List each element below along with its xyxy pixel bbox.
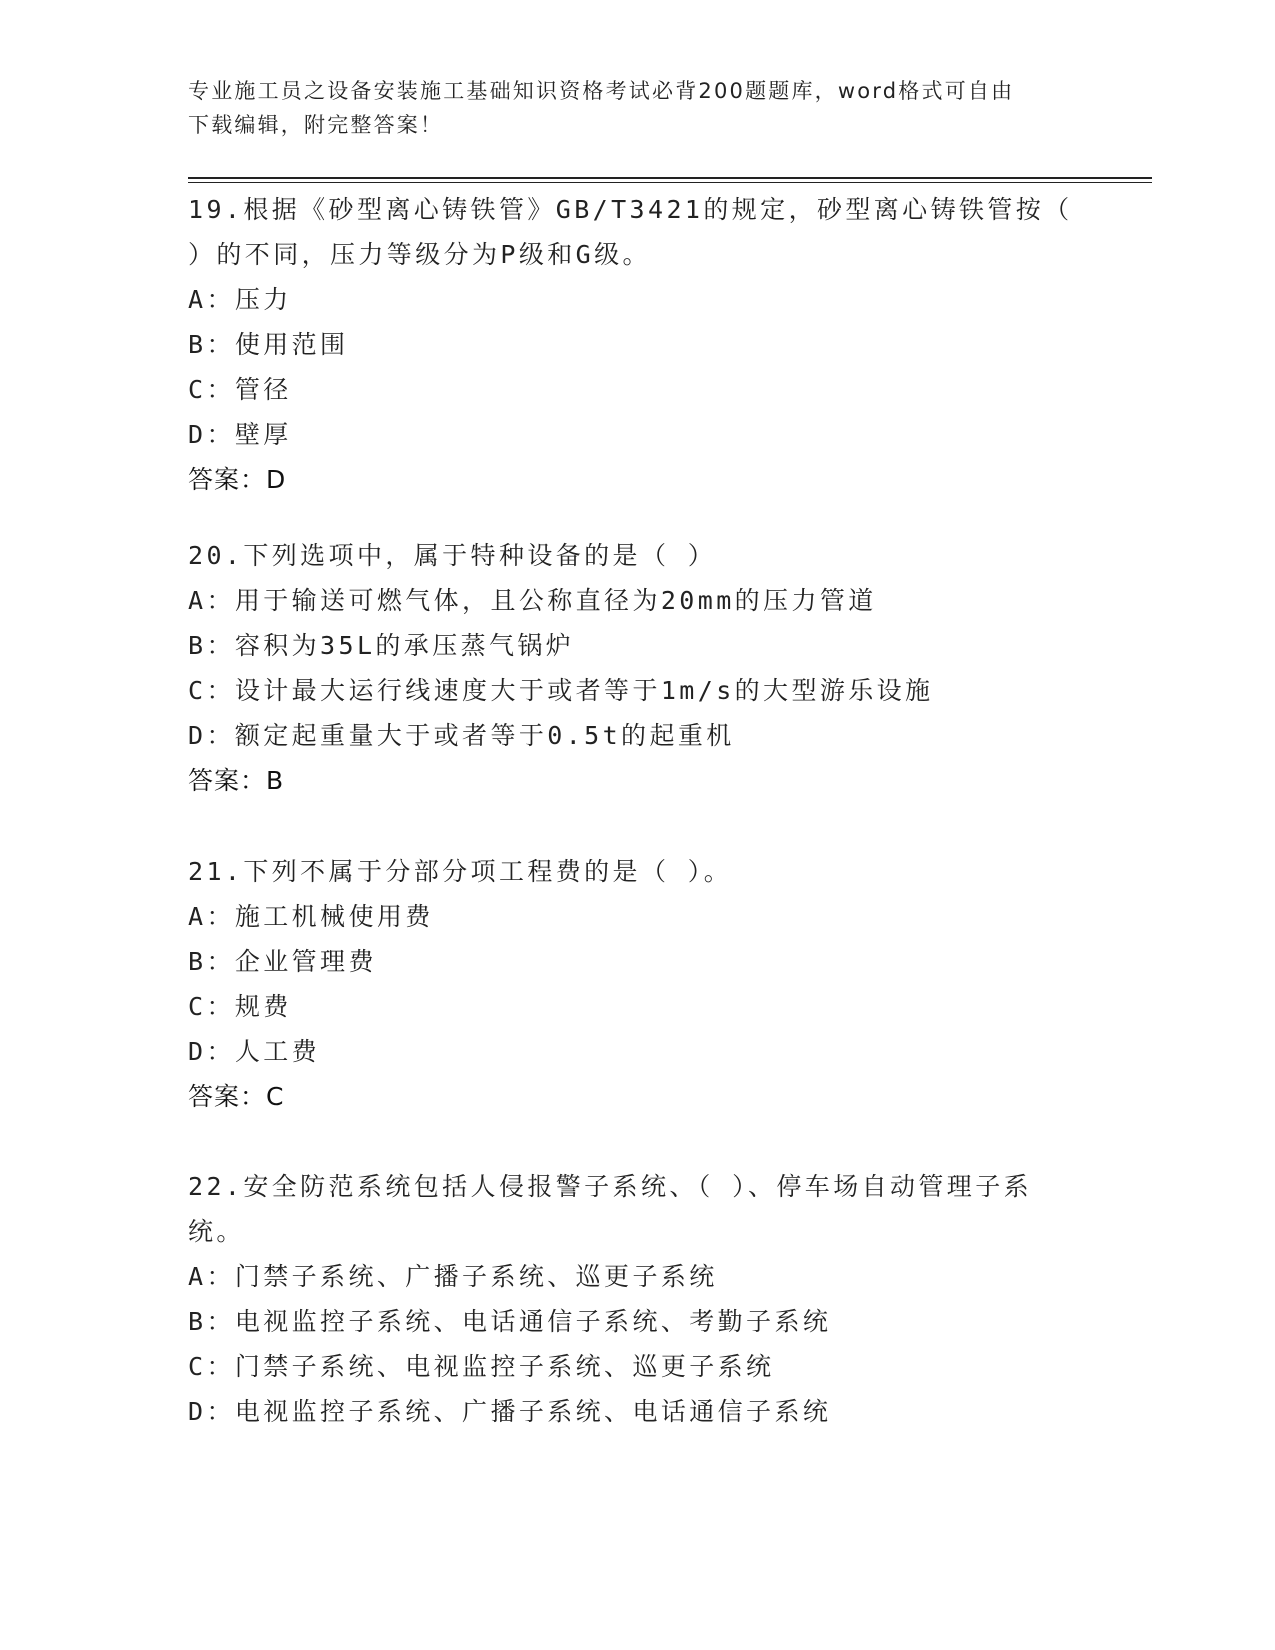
question-21 [188, 849, 1088, 1120]
answer-line: 答案：D [188, 465, 287, 494]
question-stem-line: 20.下列选项中，属于特种设备的是（ ） [188, 541, 717, 570]
option-c: C：规费 [188, 992, 292, 1021]
question-stem-line: ）的不同，压力等级分为P级和G级。 [188, 240, 651, 269]
option-a: A：施工机械使用费 [188, 902, 434, 931]
document-header [188, 74, 1088, 142]
option-d: D：人工费 [188, 1037, 321, 1066]
option-d: D：额定起重量大于或者等于0.5t的起重机 [188, 721, 735, 750]
option-d: D：电视监控子系统、广播子系统、电话通信子系统 [188, 1397, 832, 1426]
question-20 [188, 533, 1088, 804]
option-b: B：容积为35L的承压蒸气锅炉 [188, 631, 575, 660]
option-b: B：企业管理费 [188, 947, 377, 976]
answer-line: 答案：C [188, 1082, 285, 1111]
option-a: A：压力 [188, 285, 292, 314]
option-c: C：设计最大运行线速度大于或者等于1m/s的大型游乐设施 [188, 676, 934, 705]
question-stem-line: 统。 [188, 1217, 245, 1246]
header-divider-thick [188, 177, 1152, 179]
option-a: A：门禁子系统、广播子系统、巡更子系统 [188, 1262, 718, 1291]
option-d: D：壁厚 [188, 420, 292, 449]
question-19 [188, 187, 1088, 503]
question-stem-line: 19.根据《砂型离心铸铁管》GB/T3421的规定，砂型离心铸铁管按（ [188, 195, 1073, 224]
option-c: C：管径 [188, 375, 292, 404]
question-stem-line: 22.安全防范系统包括人侵报警子系统、（ ）、停车场自动管理子系 [188, 1172, 1033, 1201]
option-c: C：门禁子系统、电视监控子系统、巡更子系统 [188, 1352, 775, 1381]
option-b: B：使用范围 [188, 330, 349, 359]
header-line-1: 专业施工员之设备安装施工基础知识资格考试必背200题题库，word格式可自由 [188, 79, 1015, 103]
header-line-2: 下载编辑，附完整答案！ [188, 113, 444, 137]
question-stem-line: 21.下列不属于分部分项工程费的是（ ）。 [188, 857, 733, 886]
answer-line: 答案：B [188, 766, 285, 795]
question-22 [188, 1164, 1088, 1434]
option-b: B：电视监控子系统、电话通信子系统、考勤子系统 [188, 1307, 832, 1336]
option-a: A：用于输送可燃气体，且公称直径为20mm的压力管道 [188, 586, 877, 615]
header-divider-thin [188, 182, 1152, 183]
